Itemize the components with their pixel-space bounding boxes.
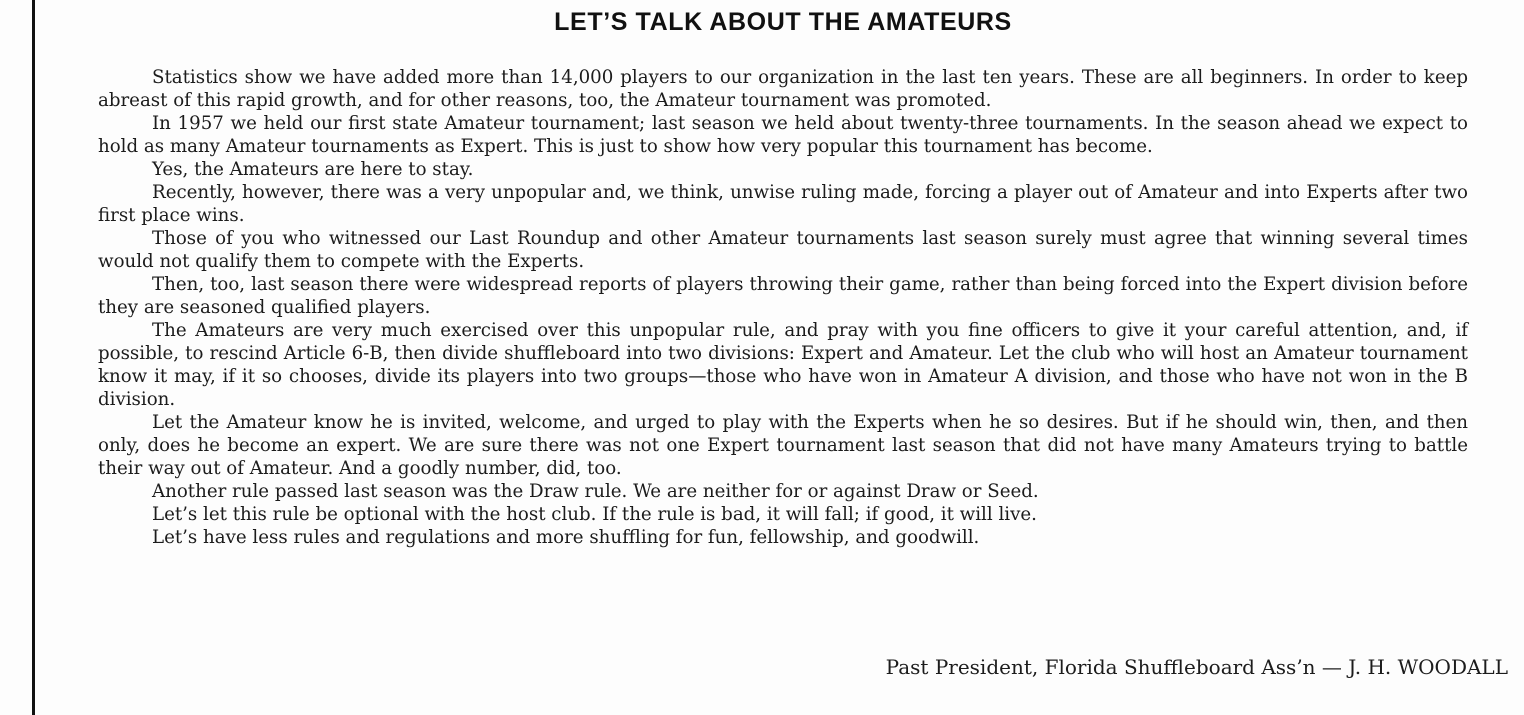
author-signature: Past President, Florida Shuffleboard Ass’n — J. H. WOODALL	[885, 655, 1508, 679]
binding-edge-line	[32, 0, 35, 715]
paragraph-last-roundup: Those of you who witnessed our Last Roundup and other Amateur tournaments last season surely must agree that winning several times would not qualify them to compete with the Experts.	[98, 228, 1468, 272]
paragraph-draw-rule: Another rule passed last season was the Draw rule. We are neither for or against Draw or Seed.	[152, 481, 1039, 502]
paragraph-optional-rule: Let’s let this rule be optional with the host club. If the rule is bad, it will fall; if good, it will live.	[152, 504, 1037, 525]
article-body	[98, 66, 1468, 549]
paragraph-statistics: Statistics show we have added more than 14,000 players to our organization in the last ten years. These are all beginners. In order to keep abreast of this rapid growth, and for other reasons, too, the Amateur tournament was promoted.	[98, 67, 1468, 111]
paragraph-1957-tournament: In 1957 we held our first state Amateur tournament; last season we held about twenty-three tournaments. In the season ahead we expect to hold as many Amateur tournaments as Expert. This is just to show how very popular this tournament has become.	[98, 113, 1468, 157]
paragraph-invite-amateur: Let the Amateur know he is invited, welcome, and urged to play with the Experts when he so desires. But if he should win, then, and then only, does he become an expert. We are sure there was not one Expert tournament last season that did not have many Amateurs trying to battle their way out of Amateur. And a goodly number, did, too.	[98, 412, 1468, 479]
paragraph-rescind-article: The Amateurs are very much exercised over this unpopular rule, and pray with you fine officers to give it your careful attention, and, if possible, to rescind Article 6-B, then divide shuffleboard into two divisions: Expert and Amateur. Let the club who will host an Amateur tournament know it may, if it so chooses, divide its players into two groups—those who have won in Amateur A division, and those who have not won in the B division.	[98, 320, 1468, 410]
paragraph-throwing-games: Then, too, last season there were widespread reports of players throwing their game, rather than being forced into the Expert division before they are seasoned qualified players.	[98, 274, 1468, 318]
article-title: LET’S TALK ABOUT THE AMATEURS	[554, 8, 1012, 36]
paragraph-here-to-stay: Yes, the Amateurs are here to stay.	[152, 159, 474, 180]
paragraph-unpopular-ruling: Recently, however, there was a very unpopular and, we think, unwise ruling made, forcing a player out of Amateur and into Experts after two first place wins.	[98, 182, 1468, 226]
paragraph-less-rules: Let’s have less rules and regulations and more shuffling for fun, fellowship, and goodwill.	[152, 527, 980, 548]
